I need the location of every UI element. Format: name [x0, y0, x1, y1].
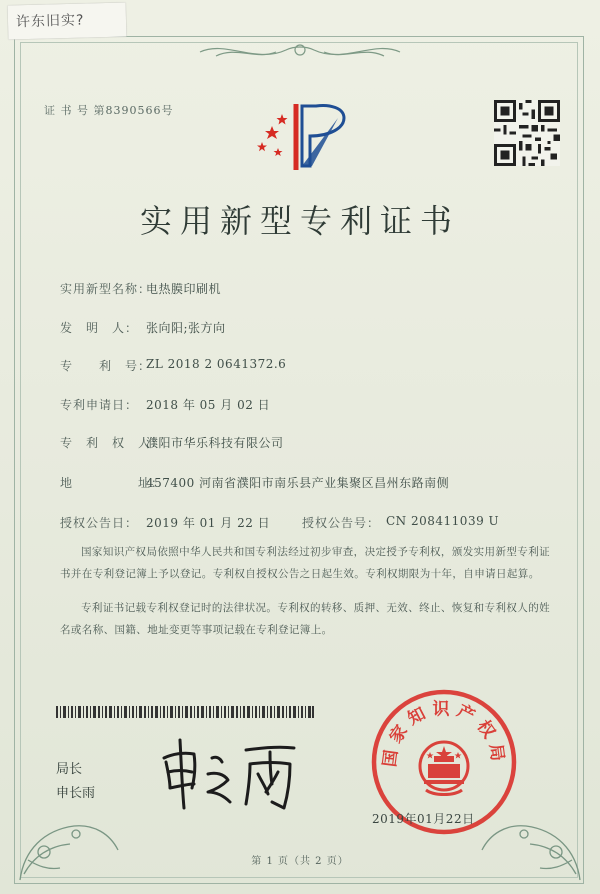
patentee-label: 专 利 权 人：	[60, 436, 165, 450]
utility-name-label: 实用新型名称：	[60, 282, 152, 296]
patentee-value: 濮阳市华乐科技有限公司	[146, 436, 284, 450]
director-name: 申长雨	[56, 786, 96, 801]
barcode	[56, 706, 314, 718]
page-number: 第 1 页（共 2 页）	[251, 856, 349, 867]
inventor-value: 张向阳;张方向	[146, 321, 226, 335]
director-title: 局长	[56, 762, 83, 777]
inventor-label: 发 明 人：	[60, 321, 139, 335]
grant-number-label: 授权公告号：	[302, 516, 381, 530]
handwritten-note: 许东旧实?	[8, 2, 127, 39]
patent-number-label: 专 利 号：	[60, 359, 152, 373]
grant-date-label: 授权公告日：	[60, 516, 139, 530]
certificate-number: 证 书 号 第8390566号	[44, 104, 174, 117]
certificate-title: 实用新型专利证书	[139, 202, 460, 240]
qr-code	[494, 100, 560, 166]
address-value: 457400 河南省濮阳市南乐县产业集聚区昌州东路南侧	[146, 476, 450, 490]
legal-status-statement: 专利证书记载专利权登记时的法律状况。专利权的转移、质押、无效、终止、恢复和专利权人的姓名或名称、国籍、地址变更等事项记载在专利登记簿上。	[60, 602, 550, 636]
top-ornament	[196, 38, 404, 66]
grant-number-value: CN 208411039 U	[386, 514, 500, 528]
address-label: 地 址：	[60, 476, 165, 490]
filing-date-value: 2018 年 05 月 02 日	[146, 398, 271, 412]
bottom-left-ornament	[14, 790, 124, 886]
seal-date: 2019年01月22日	[372, 812, 475, 826]
grant-date-value: 2019 年 01 月 22 日	[146, 516, 271, 530]
seal-text: 国家知识产权局	[380, 699, 508, 769]
filing-date-label: 专利申请日：	[60, 398, 139, 412]
patent-number-value: ZL 2018 2 0641372.6	[146, 357, 287, 371]
grant-statement: 国家知识产权局依照中华人民共和国专利法经过初步审查，决定授予专利权，颁发实用新型专利证书并在专利登记簿上予以登记。专利权自授权公告之日起生效。专利权期限为十年，自申请日起算。	[60, 546, 550, 580]
director-signature	[154, 728, 304, 812]
utility-name-value: 电热膜印刷机	[146, 282, 222, 296]
patent-office-logo	[250, 96, 352, 176]
